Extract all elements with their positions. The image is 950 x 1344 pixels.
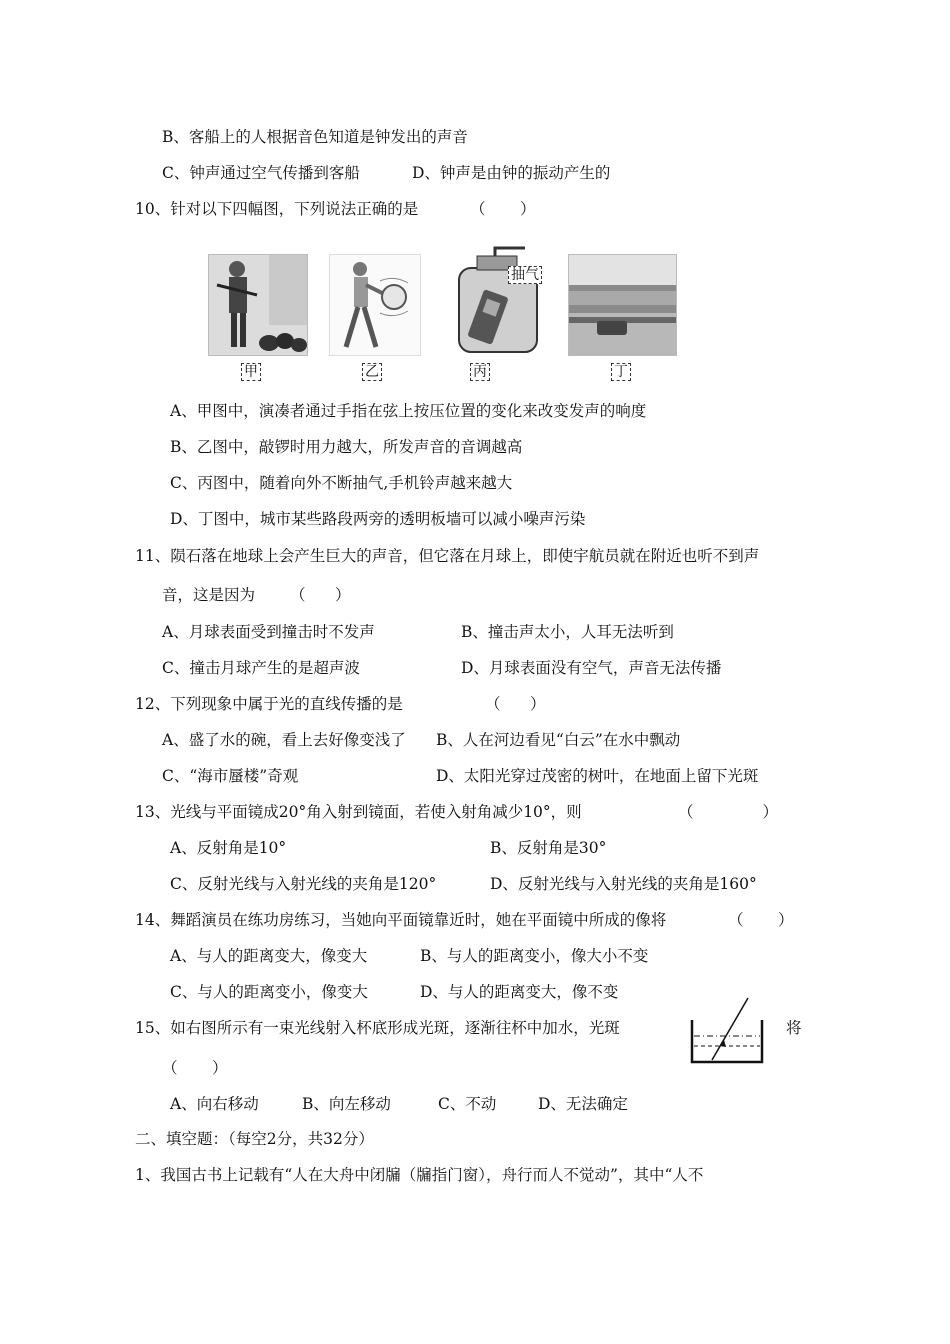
q11-option-a: A、月球表面受到撞击时不发声 xyxy=(162,623,375,641)
figure-ding-noise-barrier xyxy=(568,254,677,356)
q11-option-c: C、撞击月球产生的是超声波 xyxy=(162,659,360,677)
q9-option-b: B、客船上的人根据音色知道是钟发出的声音 xyxy=(162,128,468,146)
q15-answer-paren: （ ） xyxy=(162,1059,228,1077)
q12-stem: 12、下列现象中属于光的直线传播的是 xyxy=(135,695,403,713)
q10-option-a: A、甲图中，演凑者通过手指在弦上按压位置的变化来改变发声的响度 xyxy=(170,402,647,420)
q11-option-b: B、撞击声太小，人耳无法听到 xyxy=(461,623,674,641)
q11-stem: 11、陨石落在地球上会产生巨大的声音，但它落在月球上，即使宇航员就在附近也听不到声 xyxy=(135,547,760,565)
q15-option-c: C、不动 xyxy=(438,1095,497,1113)
q12-option-c: C、“海市蜃楼”奇观 xyxy=(162,767,299,785)
q10-answer-paren: （ ） xyxy=(470,200,536,218)
q13-option-d: D、反射光线与入射光线的夹角是160° xyxy=(490,875,757,893)
q11-answer-paren: （ ） xyxy=(290,586,351,604)
q12-option-b: B、人在河边看见“白云”在水中飘动 xyxy=(436,731,681,749)
cup-light-ray-figure xyxy=(688,996,768,1068)
q14-stem: 14、舞蹈演员在练功房练习，当她向平面镜靠近时，她在平面镜中所成的像将 xyxy=(135,911,667,929)
q14-option-b: B、与人的距离变小，像大小不变 xyxy=(420,947,649,965)
caption-yi: 乙 xyxy=(362,363,382,381)
q10-stem: 10、针对以下四幅图，下列说法正确的是 xyxy=(135,200,419,218)
caption-bing: 丙 xyxy=(470,363,490,381)
q12-option-d: D、太阳光穿过茂密的树叶，在地面上留下光斑 xyxy=(436,767,759,785)
figure-bing-vacuum-jar xyxy=(455,246,543,354)
q14-option-d: D、与人的距离变大，像不变 xyxy=(420,983,619,1001)
q10-option-b: B、乙图中，敲锣时用力越大，所发声音的音调越高 xyxy=(170,438,523,456)
q14-option-c: C、与人的距离变小，像变大 xyxy=(170,983,368,1001)
q10-option-d: D、丁图中，城市某些路段两旁的透明板墙可以减小噪声污染 xyxy=(170,510,586,528)
q9-option-c: C、钟声通过空气传播到客船 xyxy=(162,164,360,182)
section-2-title: 二、填空题：（每空2分，共32分） xyxy=(135,1130,374,1148)
q13-option-a: A、反射角是10° xyxy=(170,839,287,857)
section-2-q1: 1、我国古书上记载有“人在大舟中闭牖（牖指门窗），舟行而人不觉动”，其中“人不 xyxy=(135,1166,704,1184)
q15-option-d: D、无法确定 xyxy=(538,1095,628,1113)
q13-option-c: C、反射光线与入射光线的夹角是120° xyxy=(170,875,437,893)
figure-jia-performer xyxy=(208,254,308,356)
q12-answer-paren: （ ） xyxy=(485,695,546,713)
caption-ding: 丁 xyxy=(611,363,631,381)
q13-stem: 13、光线与平面镜成20°角入射到镜面，若使入射角减少10°，则 xyxy=(135,803,582,821)
q15-stem: 15、如右图所示有一束光线射入杯底形成光斑，逐渐往杯中加水，光斑 xyxy=(135,1019,620,1037)
q9-option-d: D、钟声是由钟的振动产生的 xyxy=(412,164,611,182)
q15-stem-tail: 将 xyxy=(786,1019,802,1037)
figure-yi-gong xyxy=(329,254,421,356)
q14-answer-paren: （ ） xyxy=(728,911,794,929)
q11-stem-cont: 音，这是因为 xyxy=(162,586,256,604)
q12-option-a: A、盛了水的碗，看上去好像变浅了 xyxy=(162,731,406,749)
q13-option-b: B、反射角是30° xyxy=(490,839,607,857)
pump-out-air-label: 抽气 xyxy=(508,266,542,284)
caption-jia: 甲 xyxy=(241,363,261,381)
q14-option-a: A、与人的距离变大，像变大 xyxy=(170,947,368,965)
q10-option-c: C、丙图中，随着向外不断抽气,手机铃声越来越大 xyxy=(170,474,513,492)
q11-option-d: D、月球表面没有空气，声音无法传播 xyxy=(461,659,722,677)
q13-answer-paren: （ ） xyxy=(678,803,778,821)
q15-option-a: A、向右移动 xyxy=(170,1095,259,1113)
q15-option-b: B、向左移动 xyxy=(302,1095,391,1113)
